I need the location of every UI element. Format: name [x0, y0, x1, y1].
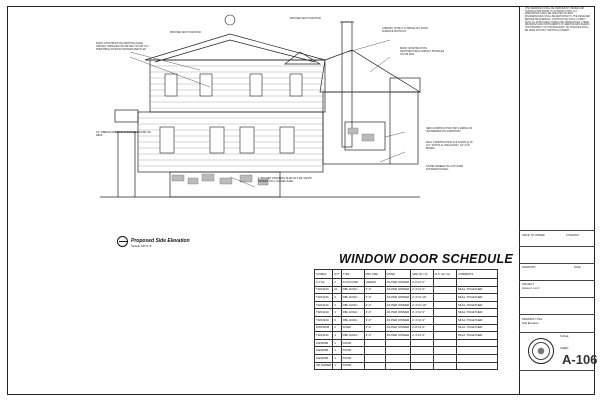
schedule-cell: [457, 347, 498, 355]
note-vent-1: PROVIDE VENT FOR ROOF: [170, 31, 202, 34]
schedule-cell: 2: [333, 279, 341, 287]
elevation-marker: [117, 236, 128, 247]
schedule-cell: [411, 354, 434, 362]
schedule-cell: 3'-0": [364, 286, 385, 294]
note-vent-2: PROVIDE VENT FOR ROOF: [290, 17, 322, 20]
schedule-cell: [434, 339, 457, 347]
schedule-cell: MULL TOGETHER: [457, 301, 498, 309]
schedule-cell: MULL TOGETHER: [457, 294, 498, 302]
schedule-cell: DOOR: [341, 339, 364, 347]
schedule-cell: 2'-4"x3'-10": [411, 294, 434, 302]
schedule-cell: [411, 339, 434, 347]
schedule-cell: MULL TOGETHER: [457, 332, 498, 340]
schedule-cell: DOOR: [341, 362, 364, 370]
sheet-label: SHEET: [560, 347, 569, 350]
schedule-cell: FAD6068: [315, 347, 333, 355]
schedule-cell: [457, 339, 498, 347]
schedule-cell: 2: [333, 324, 341, 332]
schedule-cell: 4: [333, 332, 341, 340]
schedule-cell: MULL TOGETHER: [457, 316, 498, 324]
schedule-cell: DOOR: [341, 354, 364, 362]
schedule-cell: DBL HUNG: [341, 301, 364, 309]
seal-center-icon: [532, 342, 550, 360]
schedule-cell: 2'-4"x4'-10": [411, 301, 434, 309]
schedule-row: [315, 316, 498, 324]
title-block: [519, 6, 598, 395]
schedule-cell: DBL HUNG: [341, 309, 364, 317]
schedule-cell: FAD6068: [315, 339, 333, 347]
schedule-header-row: [315, 270, 498, 279]
schedule-cell: AS PER OWNER: [385, 286, 411, 294]
schedule-cell: [434, 301, 457, 309]
schedule-title: WINDOW DOOR SCHEDULE: [339, 252, 514, 266]
col-comments: COMMENTS: [457, 270, 498, 279]
schedule-cell: FIXED: [341, 324, 364, 332]
schedule-cell: VARIES: [364, 279, 385, 287]
schedule-cell: [434, 316, 457, 324]
schedule-cell: 4: [333, 294, 341, 302]
schedule-cell: AS PER OWNER: [385, 332, 411, 340]
col-qty: QTY: [333, 270, 341, 279]
issue-date: 07/30/2015: [566, 234, 579, 237]
schedule-cell: [411, 347, 434, 355]
col-ro: R.O. (W x H): [434, 270, 457, 279]
schedule-cell: TW24310: [315, 332, 333, 340]
sheet-number: A-106: [562, 352, 598, 367]
schedule-cell: 4: [333, 309, 341, 317]
schedule-cell: 3'-0": [364, 324, 385, 332]
schedule-cell: DWP2846: [315, 324, 333, 332]
schedule-cell: MULL TOGETHER: [457, 286, 498, 294]
schedule-cell: [364, 347, 385, 355]
schedule-row: [315, 279, 498, 287]
schedule-row: [315, 324, 498, 332]
schedule-cell: 1/2 ROUND: [341, 279, 364, 287]
schedule-cell: [434, 362, 457, 370]
schedule-cell: TW24210: [315, 294, 333, 302]
schedule-cell: 6: [333, 316, 341, 324]
schedule-cell: 3'-0": [364, 316, 385, 324]
schedule-cell: [457, 354, 498, 362]
right-wing: [323, 92, 418, 164]
note-chimney: CHIMNEY TO BE 2'-0" ABOVE ANY ROOF SURFACE WITHIN 10': [382, 27, 428, 33]
schedule-cell: 1: [333, 339, 341, 347]
schedule-row: [315, 362, 498, 370]
issue-label: ISSUE TO OWNER: [522, 234, 545, 237]
schedule-cell: AS PER OWNER: [385, 279, 411, 287]
schedule-cell: DBL HUNG: [341, 332, 364, 340]
note-slab: 4" POURED CONCRETE SLAB ON 6 MIL VAPOR BARRIER ON 4" GRAVEL BASE: [258, 177, 312, 183]
schedule-cell: AS PER OWNER: [385, 301, 411, 309]
schedule-cell: AS PER OWNER: [385, 316, 411, 324]
schedule-cell: [411, 362, 434, 370]
schedule-cell: [434, 354, 457, 362]
schedule-cell: [434, 286, 457, 294]
schedule-cell: AS PER OWNER: [385, 324, 411, 332]
schedule-cell: DBL HUNG: [341, 294, 364, 302]
schedule-cell: [364, 339, 385, 347]
window-door-schedule-table: [314, 269, 498, 370]
schedule-cell: MULL TOGETHER: [457, 324, 498, 332]
elevation-title: Proposed Side Elevation: [131, 238, 190, 244]
schedule-cell: 1: [333, 362, 341, 370]
schedule-cell: 3'-0": [364, 332, 385, 340]
schedule-cell: [457, 279, 498, 287]
schedule-cell: DBL HUNG: [341, 286, 364, 294]
schedule-cell: 2'-8"x4'-6": [411, 324, 434, 332]
schedule-row: [315, 347, 498, 355]
schedule-cell: TW24310: [315, 316, 333, 324]
schedule-cell: [434, 324, 457, 332]
schedule-cell: [364, 354, 385, 362]
schedule-cell: [364, 362, 385, 370]
schedule-cell: 4: [333, 301, 341, 309]
schedule-cell: 2'-4"x4'-3": [411, 286, 434, 294]
schedule-cell: DBL HUNG: [341, 316, 364, 324]
title-block-notes: THE DRAWINGS SHALL BE VERIFIED BY OWNER AND CONTRACTOR PRIOR TO CONSTRUCTION. ALL DIMENSIONS SHALL BE CHECKED IN FIELD. DISCREPANCIES SHALL BE REPORTED TO THE DESIGNER BEFORE PROCEEDING. CONTRACTOR SHALL COMPLY WITH ALL APPLICABLE CODES AND ORDINANCES. THESE DRAWINGS ARE INSTRUMENTS OF SERVICE AND REMAIN THE PROPERTY OF THE DESIGNER. NO CHANGES SHALL BE MADE WITHOUT WRITTEN CONSENT.: [525, 8, 591, 32]
scale-label: SCALE: [560, 335, 569, 338]
schedule-row: [315, 294, 498, 302]
schedule-cell: [385, 347, 411, 355]
schedule-cell: 3'-0": [364, 301, 385, 309]
note-stone-veneer: STONE VENEER ON LATH OVER FOUNDATION WALL: [426, 165, 463, 171]
schedule-row: [315, 354, 498, 362]
schedule-cell: 2'-4"x4'-3": [411, 309, 434, 317]
note-siding: NEW CONSTRUCTION VINYL SIDING ON HOUSEWRAP ON SHEATHING: [426, 127, 473, 133]
schedule-cell: [434, 279, 457, 287]
schedule-cell: [385, 354, 411, 362]
schedule-row: [315, 332, 498, 340]
col-type: TYPE: [341, 270, 364, 279]
drawing-title-label: DRAWING TITLE: [522, 318, 543, 321]
date-label: DATE: [574, 266, 581, 269]
schedule-cell: TW24310: [315, 286, 333, 294]
schedule-cell: TW24310: [315, 309, 333, 317]
note-roof-construction: ROOF CONSTRUCTION ARCHITECTURAL ASPHALT SHINGLES ON 15# FELT ON 5/8" PLY SHEATHING ON ROOF RAFTERS PER PLAN: [96, 42, 149, 51]
schedule-cell: AS PER OWNER: [385, 309, 411, 317]
schedule-cell: [434, 294, 457, 302]
schedule-cell: 2'-4"x4'-3": [411, 332, 434, 340]
schedule-row: [315, 286, 498, 294]
col-mfg-size: MFG SIZE: [364, 270, 385, 279]
schedule-row: [315, 339, 498, 347]
schedule-cell: AS PER OWNER: [385, 294, 411, 302]
schedule-cell: MULL TOGETHER: [457, 309, 498, 317]
schedule-cell: DOOR: [341, 347, 364, 355]
schedule-row: [315, 301, 498, 309]
note-wall-construction: WALL CONSTRUCTION 2X6 STUDS @ 16" O.C. WITH R-21 INSULATION, 1/2" GYP BOARD: [426, 141, 474, 150]
schedule-cell: [434, 332, 457, 340]
note-railing: 1/2" FIBERGLASS ROOF SHINGLES RAILING ON DECK: [96, 131, 151, 137]
project-label: PROJECT: [522, 283, 535, 286]
schedule-cell: 3'-0": [364, 309, 385, 317]
note-roof-construction-2: ROOF CONSTRUCTION ARCHITECTURAL ASPHALT SHINGLES ON 15# FELT: [400, 47, 444, 56]
schedule-cell: 2'-4"x4'-3": [411, 316, 434, 324]
schedule-cell: FAD6068: [315, 354, 333, 362]
schedule-cell: 1: [333, 347, 341, 355]
schedule-cell: SR SLIDER: [315, 362, 333, 370]
project-name: House A, Lot 4: [522, 287, 540, 290]
drawing-name: Side Elevation: [522, 322, 539, 325]
schedule-cell: [385, 362, 411, 370]
schedule-row: [315, 309, 498, 317]
schedule-cell: 21: [333, 286, 341, 294]
col-size: SIZE (W x H): [411, 270, 434, 279]
elevation-scale: SCALE: 1/8"=1'-0": [131, 245, 153, 248]
schedule-cell: [434, 347, 457, 355]
schedule-cell: 3'-0": [364, 294, 385, 302]
schedule-cell: [434, 309, 457, 317]
drawn-by-label: DRAWN BY: [522, 266, 536, 269]
schedule-cell: [457, 362, 498, 370]
col-finish: FINISH: [385, 270, 411, 279]
schedule-cell: C-TC2: [315, 279, 333, 287]
col-symbol: SYMBOL: [315, 270, 333, 279]
schedule-cell: [385, 339, 411, 347]
schedule-cell: TW24410: [315, 301, 333, 309]
schedule-cell: 4'-0"x2'-0": [411, 279, 434, 287]
schedule-cell: 1: [333, 354, 341, 362]
